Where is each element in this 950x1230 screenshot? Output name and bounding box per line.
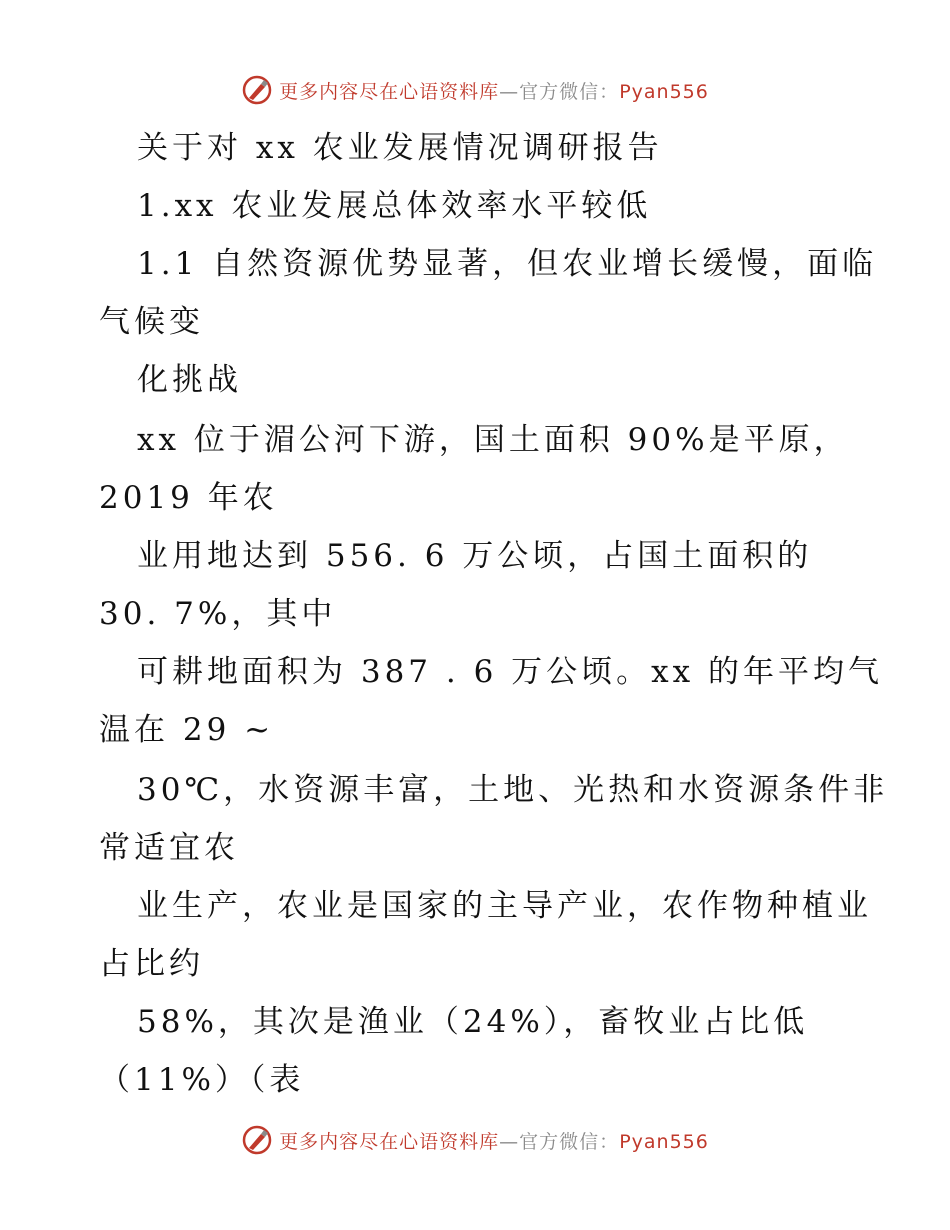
- text-line: 常适宜农: [99, 830, 239, 866]
- banner-text: [279, 1127, 709, 1154]
- pen-logo-icon: [241, 74, 273, 106]
- text-line: xx 位于湄公河下游，国土面积 90%是平原，: [137, 422, 849, 458]
- header-banner: [0, 70, 950, 110]
- subsection-heading-1-1: 1.1 自然资源优势显著，但农业增长缓慢，面临: [137, 246, 878, 282]
- text-line: 业生产，农业是国家的主导产业，农作物种植业: [137, 888, 872, 924]
- text-line: 温在 29 ~: [99, 712, 275, 748]
- text-line: 化挑战: [137, 362, 242, 398]
- text-line: 占比约: [99, 946, 204, 982]
- banner-wechat-label: 官方微信：: [519, 1130, 620, 1153]
- footer-banner: [0, 1120, 950, 1160]
- banner-wechat-id: Pyan556: [619, 80, 709, 103]
- pen-logo-icon: [241, 1124, 273, 1156]
- banner-wechat-label: 官方微信：: [519, 80, 620, 103]
- banner-main-text: 更多内容尽在心语资料库: [279, 80, 500, 103]
- banner-main-text: 更多内容尽在心语资料库: [279, 1130, 500, 1153]
- text-line: 2019 年农: [99, 480, 278, 516]
- text-line: （11%）（表: [99, 1062, 305, 1098]
- text-line: 30. 7%，其中: [99, 596, 337, 632]
- banner-separator: —: [499, 1130, 520, 1153]
- text-line: 58%，其次是渔业（24%），畜牧业占比低: [137, 1004, 809, 1040]
- section-heading-1: 1.xx 农业发展总体效率水平较低: [137, 188, 652, 224]
- text-line: 30℃，水资源丰富，土地、光热和水资源条件非: [137, 772, 889, 808]
- banner-wechat-id: Pyan556: [619, 1130, 709, 1153]
- text-line: 气候变: [99, 304, 204, 340]
- banner-text: [279, 77, 709, 104]
- banner-separator: —: [499, 80, 520, 103]
- text-line: 业用地达到 556. 6 万公顷，占国土面积的: [137, 538, 813, 574]
- text-line: 可耕地面积为 387 . 6 万公顷。xx 的年平均气: [137, 654, 883, 690]
- document-title: 关于对 xx 农业发展情况调研报告: [137, 130, 663, 166]
